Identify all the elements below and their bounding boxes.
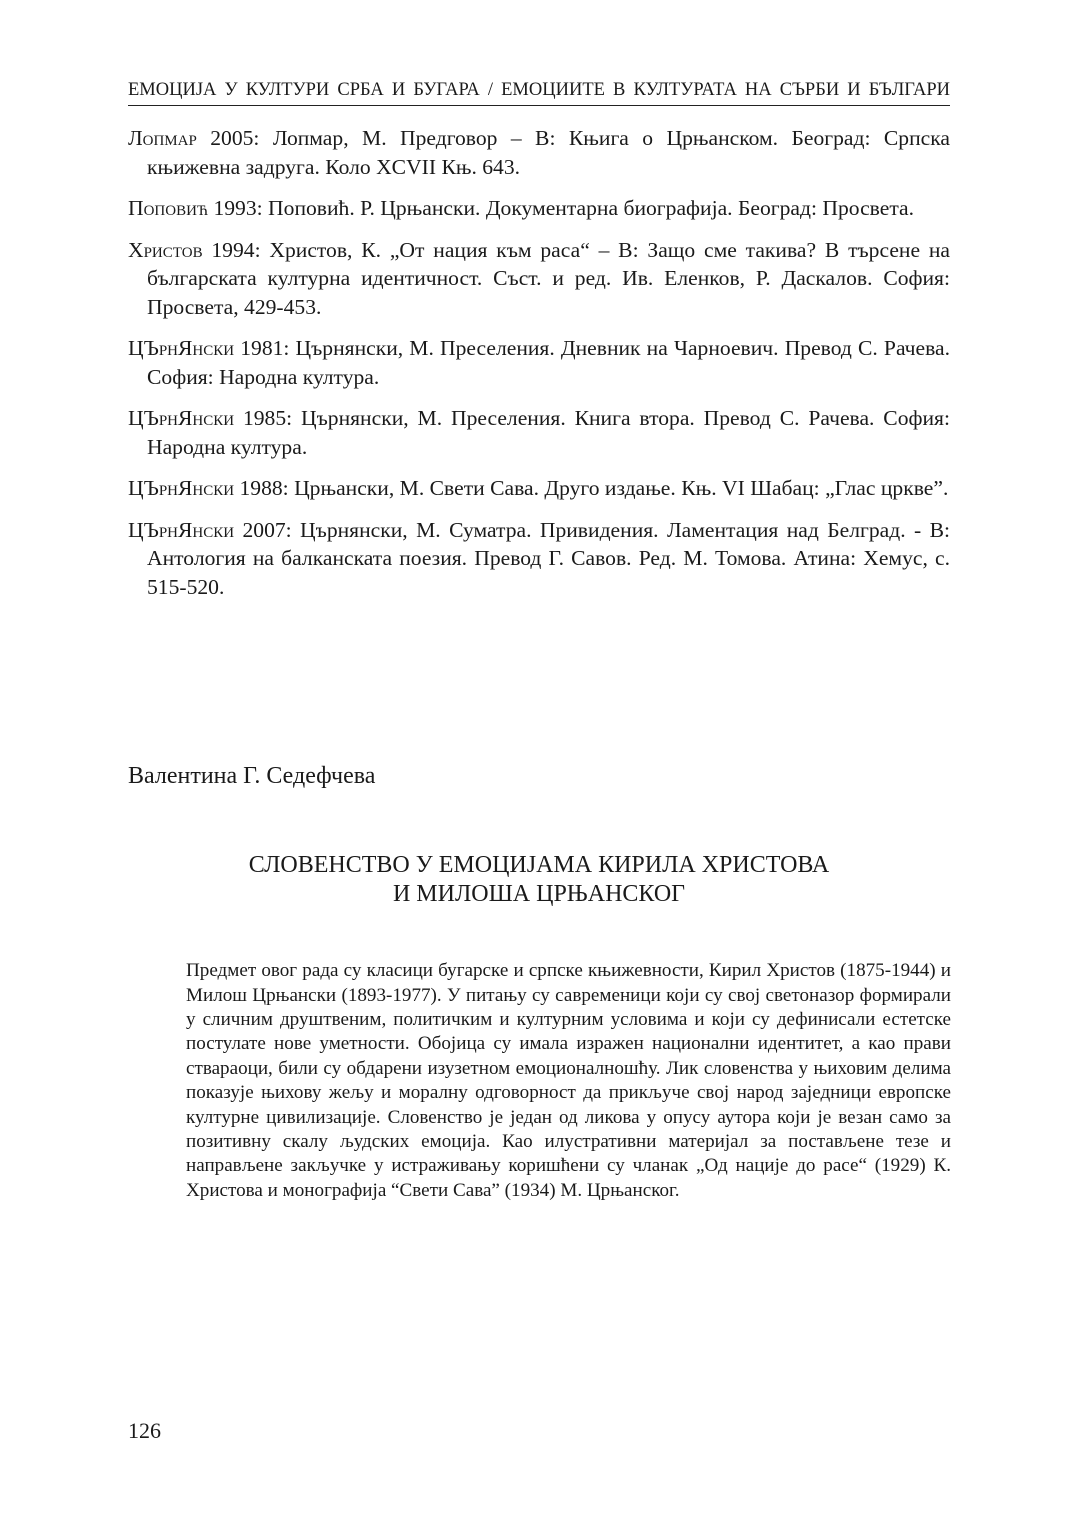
reference-text: 1985: Църнянски, М. Преселения. Книга втора. Превод С. Рачева. София: Народна култура.: [147, 406, 950, 459]
reference-item: [128, 516, 950, 602]
reference-key: Поповић: [128, 196, 209, 220]
reference-key: ЦЪрнЯнски: [128, 406, 235, 430]
reference-key: ЦЪрнЯнски: [128, 476, 235, 500]
reference-list: [128, 124, 950, 614]
reference-key: ЦЪрнЯнски: [128, 336, 235, 360]
running-head: ЕМОЦИЈА У КУЛТУРИ СРБА И БУГАРА / ЕМОЦИИТЕ В КУЛТУРАТА НА СЪРБИ И БЪЛГАРИ: [128, 80, 950, 106]
article-title: [128, 851, 950, 909]
reference-key: ЦЪрнЯнски: [128, 517, 235, 542]
reference-item: [128, 404, 950, 461]
reference-text: 2005: Лопмар, М. Предговор – В: Књига о Црњанском. Београд: Српска књижевна задруга. Коло XCVII Књ. 643.: [147, 126, 950, 179]
author-name: Валентина Г. Седефчева: [128, 763, 376, 789]
reference-item: [128, 236, 950, 322]
page-number: 126: [128, 1418, 161, 1443]
reference-item: [128, 194, 950, 223]
article-title-line-2: И МИЛОША ЦРЊАНСКОГ: [392, 881, 686, 907]
reference-item: [128, 124, 950, 181]
reference-key: Христов: [128, 237, 203, 262]
reference-item: [128, 474, 950, 503]
reference-text: 1994: Христов, К. „От нация към раса“ – В: Защо сме такива? В търсене на българската културна идентичност. Съст. и ред. Ив. Еленков, Р. Даскалов. София: Просвета, 429-453.: [147, 237, 950, 319]
reference-text: 1993: Поповић. Р. Црњански. Документарна биографија. Београд: Просвета.: [208, 196, 915, 220]
reference-text: 1981: Църнянски, М. Преселения. Дневник на Чарноевич. Превод С. Рачева. София: Народна култура.: [147, 336, 950, 389]
reference-item: [128, 334, 950, 391]
abstract-paragraph: Предмет овог рада су класици бугарске и српске књижевности, Кирил Христов (1875-1944) и Милош Црњански (1893-1977). У питању су савременици који су свој светоназор формирали у сличним друштвеним, политичким и културним условима и који су дефинисали естетске постулате нове уметности. Обојица су имала изражен национални идентитет, а као прави ствараоци, били су обдарени изузетном емоционалношћу. Лик словенства у њиховим делима показује њихову жељу и моралну одговорност да прикључе свој народ заједници европске културне цивилизације. Словенство је један од ликова у опусу аутора који је везан само за позитивну скалу људских емоција. Као илустративни материјал за постављене тезе и направљене закључке у истраживању коришћени су чланак „Од нације до расе“ (1929) К. Христова и монографија “Свети Сава” (1934) М. Црњанског.: [186, 960, 951, 1201]
reference-text: 2007: Църнянски, М. Суматра. Привидения. Ламентация над Белград. - В: Антология на балканската поезия. Превод Г. Савов. Ред. М. Томова. Атина: Хемус, с. 515-520.: [147, 517, 950, 599]
article-title-line-1: СЛОВЕНСТВО У ЕМОЦИЈАМА КИРИЛА ХРИСТОВА: [248, 852, 830, 878]
reference-text: 1988: Црњански, М. Свети Сава. Друго издање. Књ. VI Шабац: „Глас цркве”.: [234, 476, 949, 500]
reference-key: Лопмар: [128, 126, 197, 150]
